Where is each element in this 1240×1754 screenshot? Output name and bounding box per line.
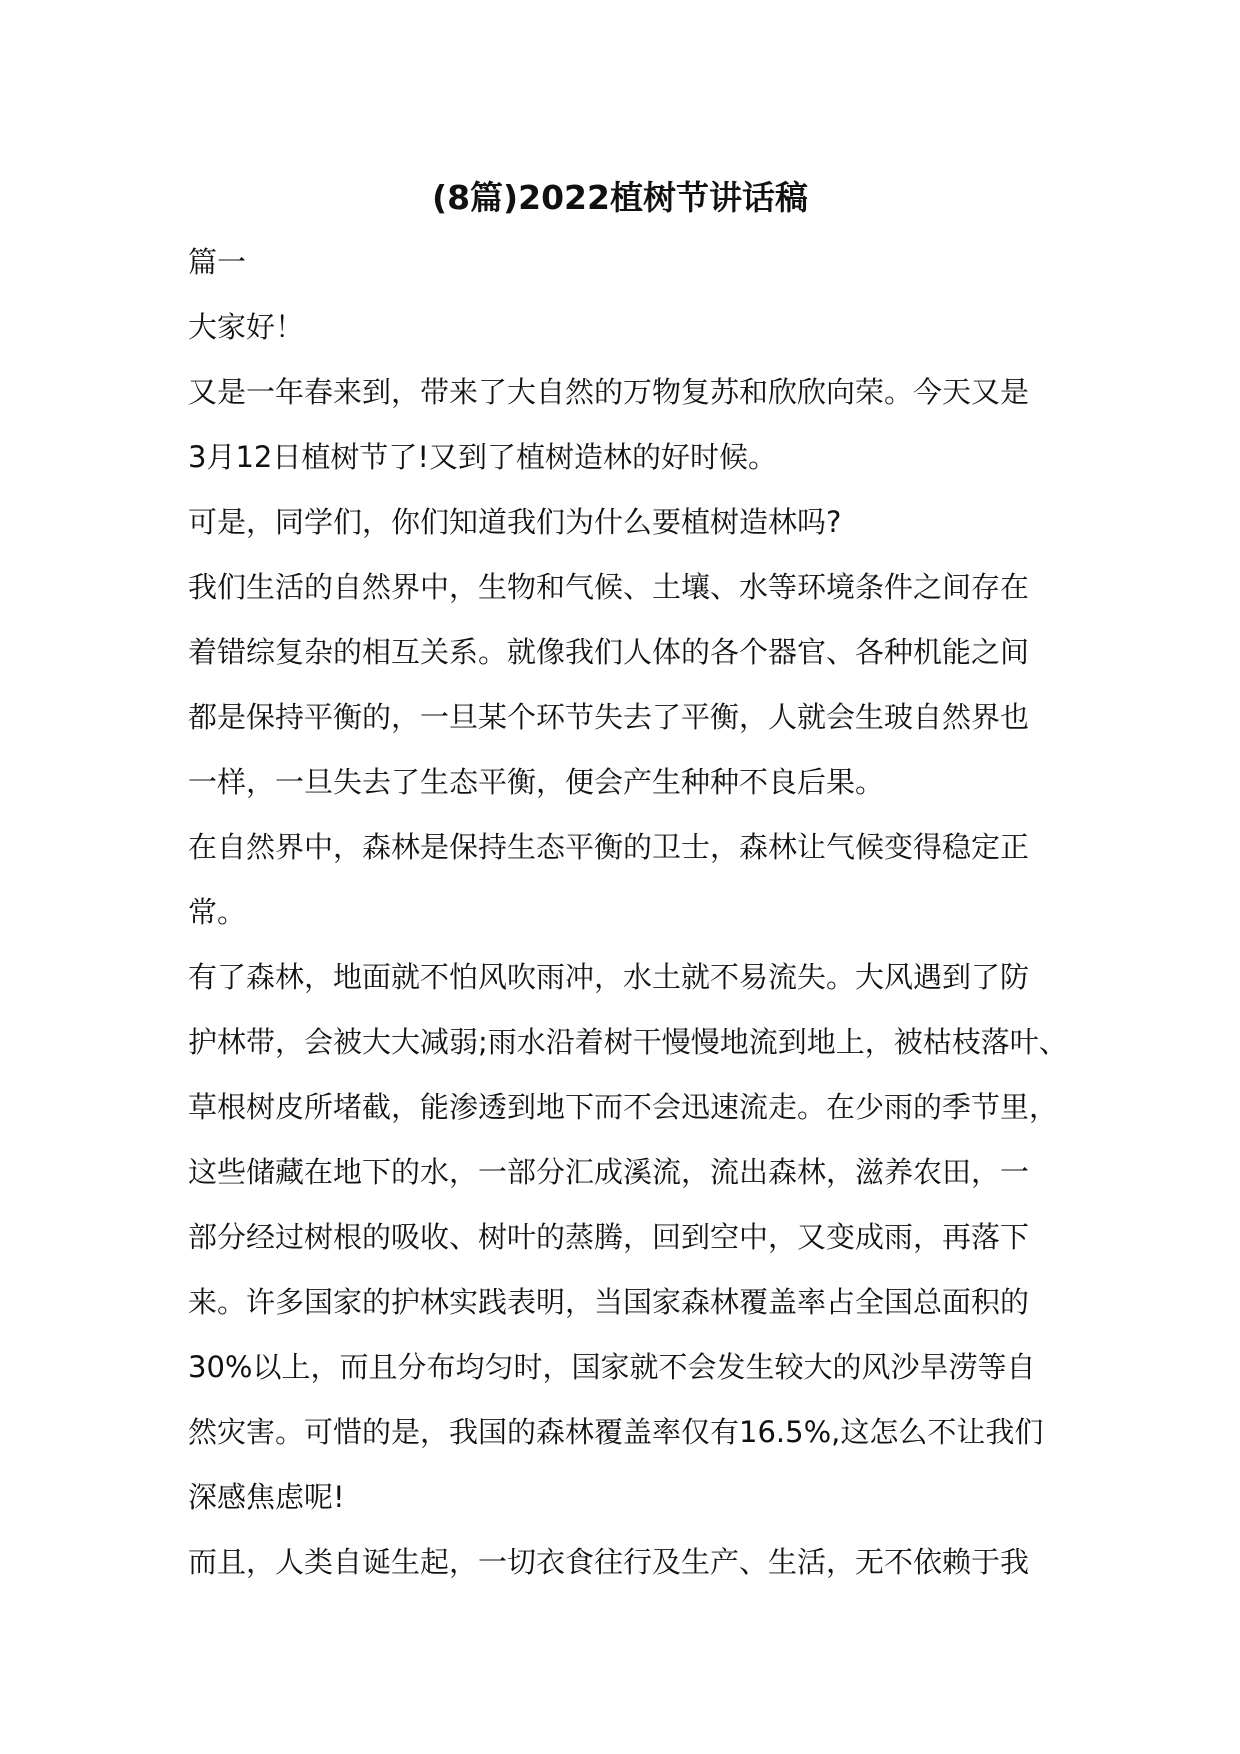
paragraph-line: 着错综复杂的相互关系。就像我们人体的各个器官、各种机能之间 xyxy=(188,635,1030,669)
paragraph-line: 大家好！ xyxy=(188,310,305,344)
paragraph-line: 我们生活的自然界中，生物和气候、土壤、水等环境条件之间存在 xyxy=(188,570,1030,604)
paragraph-line: 然灾害。可惜的是，我国的森林覆盖率仅有16.5%,这怎么不让我们 xyxy=(188,1415,1044,1449)
paragraph-line: 有了森林，地面就不怕风吹雨冲，水土就不易流失。大风遇到了防 xyxy=(188,960,1030,994)
paragraph-line: 都是保持平衡的，一旦某个环节失去了平衡，人就会生玻自然界也 xyxy=(188,700,1030,734)
paragraph-line: 部分经过树根的吸收、树叶的蒸腾，回到空中，又变成雨，再落下 xyxy=(188,1220,1030,1254)
paragraph-line: 又是一年春来到，带来了大自然的万物复苏和欣欣向荣。今天又是 xyxy=(188,375,1030,409)
paragraph-line: 这些储藏在地下的水，一部分汇成溪流，流出森林，滋养农田，一 xyxy=(188,1155,1030,1189)
paragraph-line: 一样，一旦失去了生态平衡，便会产生种种不良后果。 xyxy=(188,765,885,799)
paragraph-line: 来。许多国家的护林实践表明，当国家森林覆盖率占全国总面积的 xyxy=(188,1285,1030,1319)
paragraph-line: 草根树皮所堵截，能渗透到地下而不会迅速流走。在少雨的季节里， xyxy=(188,1090,1059,1124)
document-title: (8篇)2022植树节讲话稿 xyxy=(432,178,808,217)
paragraph-line: 3月12日植树节了!又到了植树造林的好时候。 xyxy=(188,440,777,474)
paragraph-line: 而且，人类自诞生起，一切衣食往行及生产、生活，无不依赖于我 xyxy=(188,1545,1030,1579)
paragraph-line: 护林带，会被大大减弱;雨水沿着树干慢慢地流到地上，被枯枝落叶、 xyxy=(188,1025,1068,1059)
paragraph-line: 30%以上，而且分布均匀时，国家就不会发生较大的风沙旱涝等自 xyxy=(188,1350,1036,1384)
paragraph-line: 深感焦虑呢! xyxy=(188,1480,345,1514)
paragraph-line: 在自然界中，森林是保持生态平衡的卫士，森林让气候变得稳定正 xyxy=(188,830,1030,864)
paragraph-line: 篇一 xyxy=(188,245,247,279)
paragraph-line: 可是，同学们，你们知道我们为什么要植树造林吗? xyxy=(188,505,842,539)
paragraph-line: 常。 xyxy=(188,895,247,929)
